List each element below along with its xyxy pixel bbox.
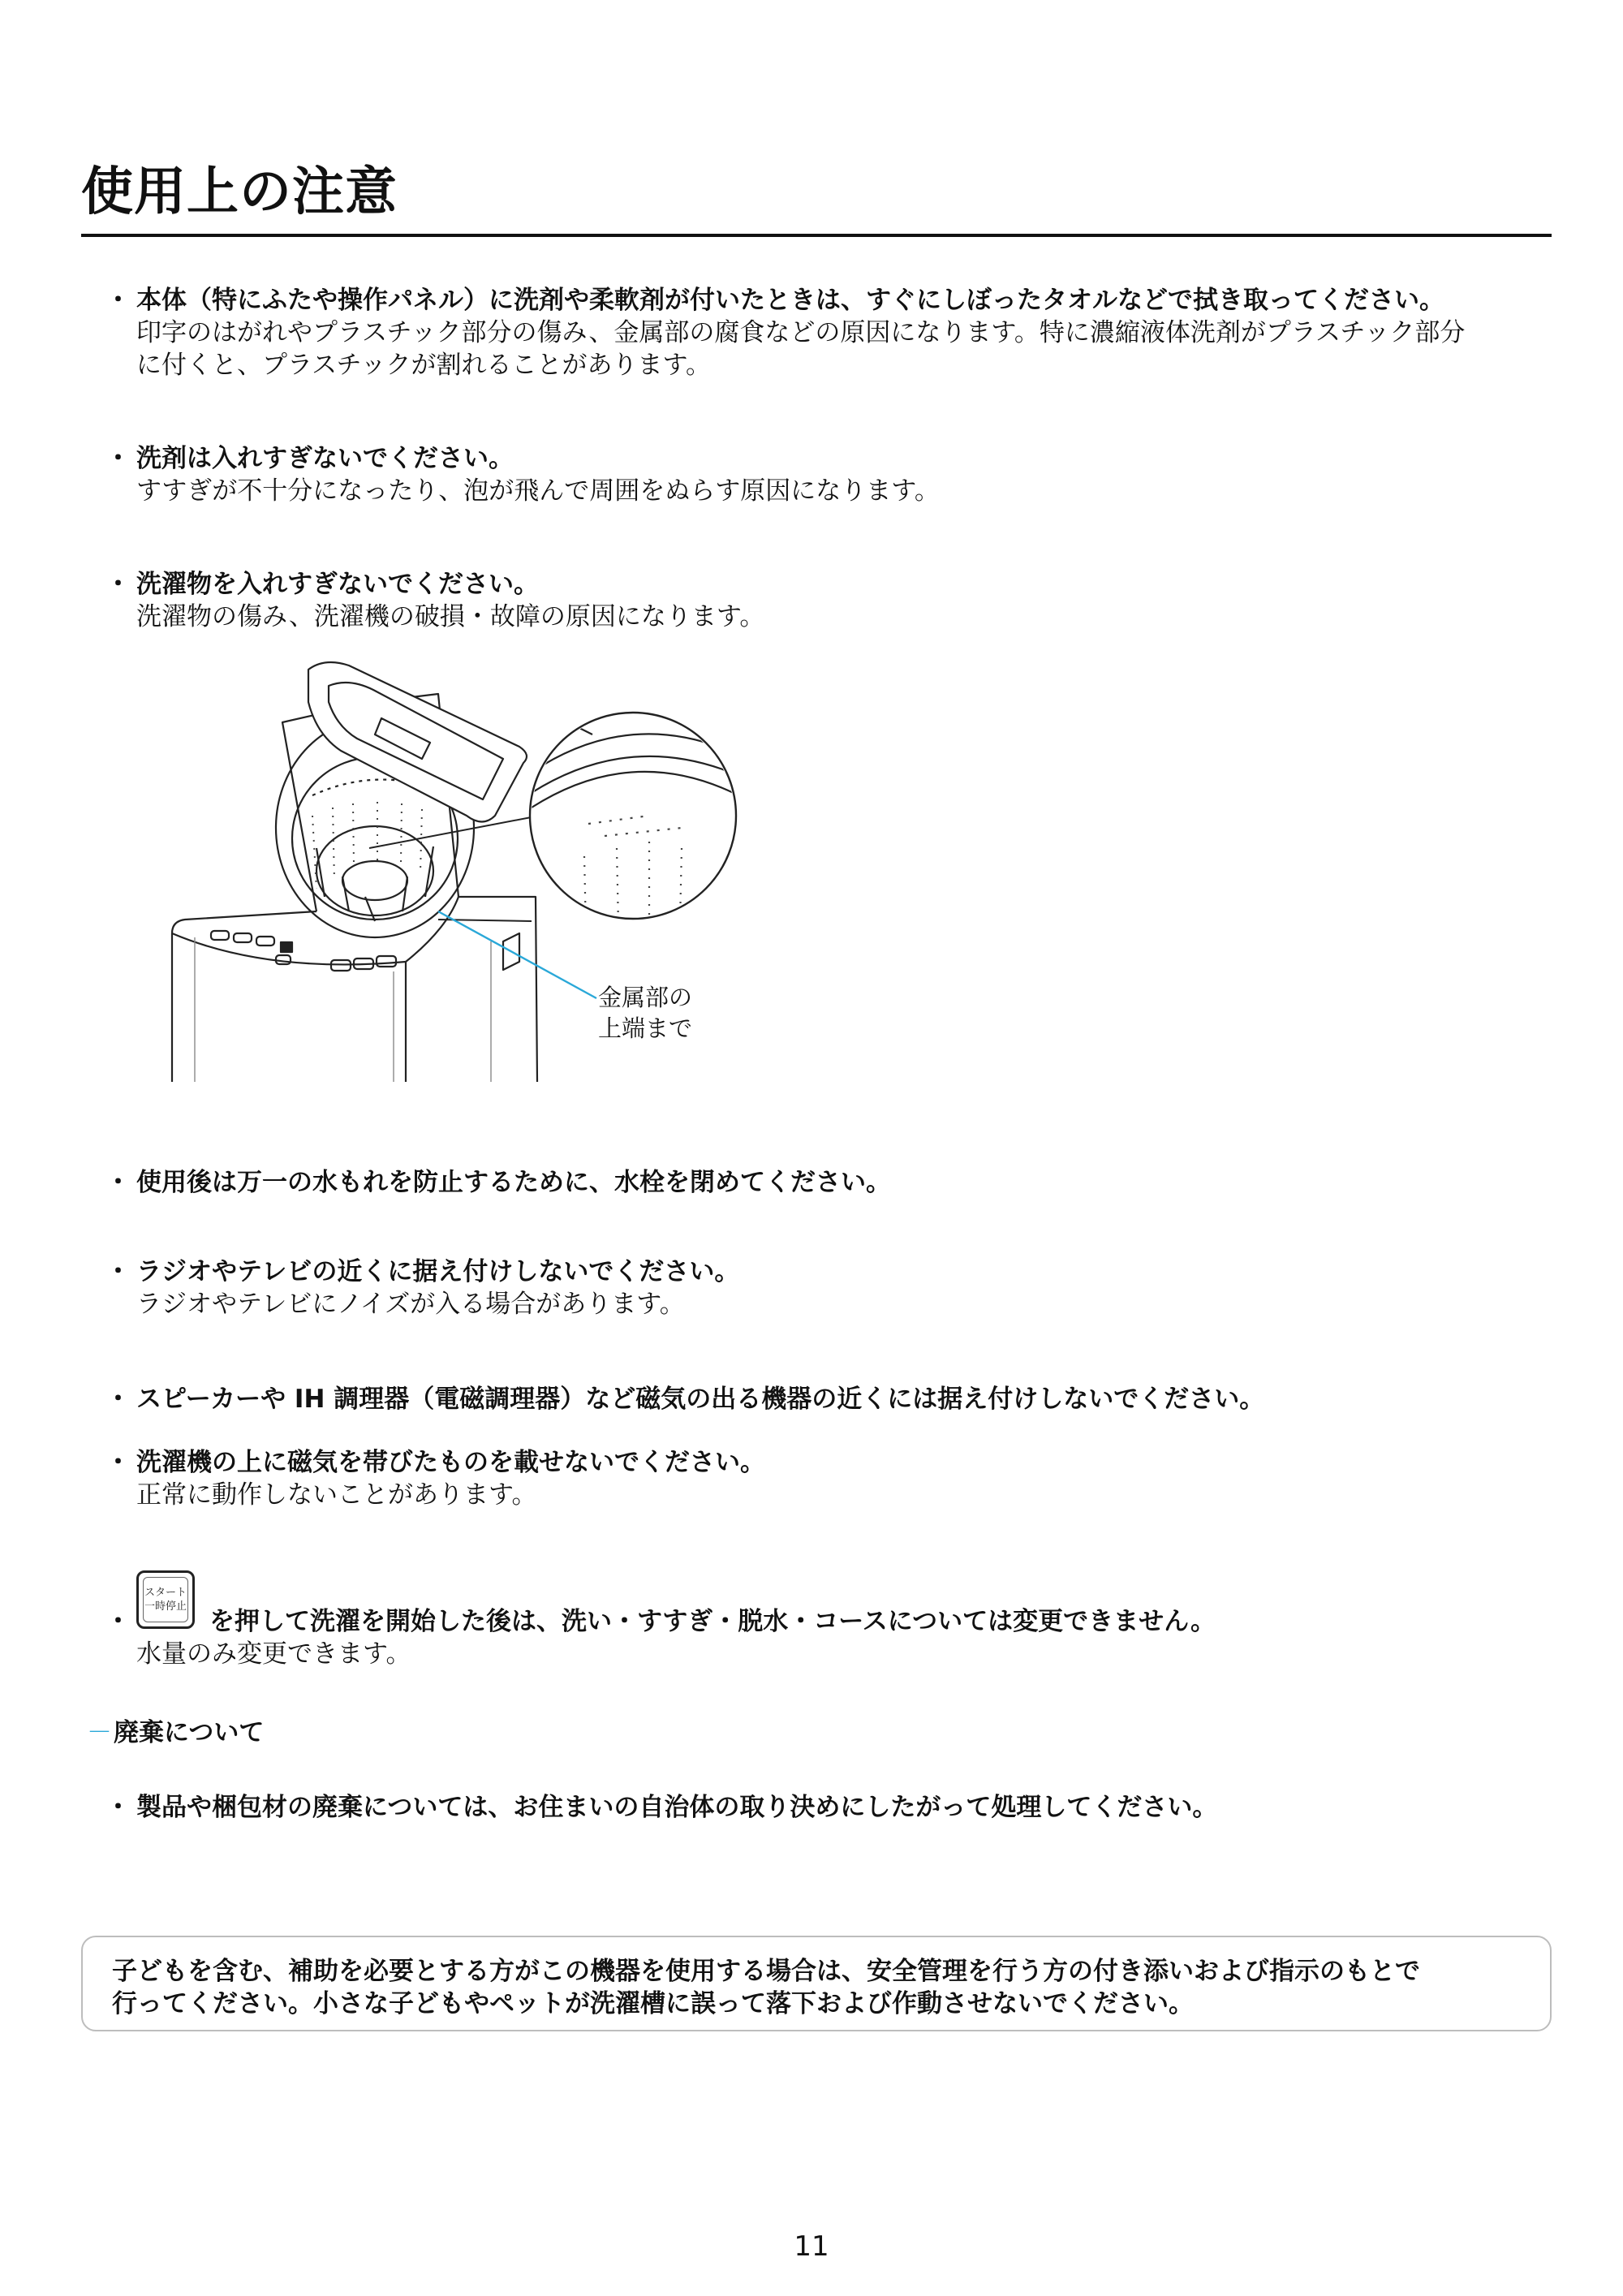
- bullet-body-line: ラジオやテレビにノイズが入る場合があります。: [136, 1290, 685, 1319]
- bullet-heading: 製品や梱包材の廃棄については、お住まいの自治体の取り決めにしたがって処理してください。: [136, 1793, 1218, 1822]
- bullet-body-line: 洗濯物の傷み、洗濯機の破損・故障の原因になります。: [136, 602, 765, 631]
- bullet-heading: 本体（特にふたや操作パネル）に洗剤や柔軟剤が付いたときは、すぐにしぼったタオルなどで拭き取ってください。: [136, 286, 1444, 315]
- section-marker: －: [87, 1718, 112, 1747]
- bullet-detergent-amount: [105, 442, 1534, 507]
- callout-line: 上端まで: [598, 1014, 693, 1042]
- bullet-close-faucet: [105, 1166, 1534, 1199]
- bullet-mark: ・: [105, 1793, 131, 1822]
- bullet-mark: ・: [105, 286, 131, 315]
- key-label-line: 一時停止: [144, 1600, 187, 1613]
- bullet-body-line: に付くと、プラスチックが割れることがあります。: [136, 351, 712, 380]
- page-title: 使用上の注意: [81, 162, 398, 222]
- bullet-heading: ラジオやテレビの近くに据え付けしないでください。: [136, 1257, 740, 1286]
- child-safety-notice: [81, 1936, 1552, 2031]
- bullet-body-line: 印字のはがれやプラスチック部分の傷み、金属部の腐食などの原因になります。特に濃縮液体洗剤がプラスチック部分: [136, 318, 1466, 347]
- disposal-heading: [87, 1717, 264, 1749]
- disposal-heading-text: 廃棄について: [114, 1718, 265, 1747]
- bullet-mark: ・: [105, 444, 131, 473]
- bullet-heading: 使用後は万一の水もれを防止するために、水栓を閉めてください。: [136, 1168, 891, 1197]
- bullet-heading: 洗濯機の上に磁気を帯びたものを載せないでください。: [136, 1448, 765, 1477]
- bullet-disposal: [105, 1791, 1534, 1824]
- key-label-line: スタート: [144, 1587, 187, 1599]
- notice-line: 子どもを含む、補助を必要とする方がこの機器を使用する場合は、安全管理を行う方の付き添いおよび指示のもとで: [112, 1957, 1420, 1986]
- bullet-mark: ・: [105, 1607, 131, 1636]
- bullet-mark: ・: [105, 1448, 131, 1477]
- bullet-magnetic-devices: [105, 1383, 1534, 1415]
- bullet-body-line: 水量のみ変更できます。: [136, 1639, 411, 1669]
- bullet-body-line: 正常に動作しないことがあります。: [136, 1480, 537, 1510]
- bullet-mark: ・: [105, 1168, 131, 1197]
- bullet-radio-tv: [105, 1256, 1534, 1320]
- callout-line: 金属部の: [598, 984, 693, 1011]
- bullet-mark: ・: [105, 570, 131, 599]
- illustration-callout: [598, 982, 692, 1044]
- bullet-magnetic-objects: [105, 1446, 1534, 1511]
- notice-line: 行ってください。小さな子どもやペットが洗濯槽に誤って落下および作動させないでください。: [112, 1989, 1194, 2018]
- bullet-body-line: すすぎが不十分になったり、泡が飛んで周囲をぬらす原因になります。: [136, 476, 940, 506]
- bullet-course-change: [105, 1605, 1534, 1670]
- bullet-mark: ・: [105, 1385, 131, 1414]
- bullet-heading: 洗濯物を入れすぎないでください。: [136, 570, 539, 599]
- bullet-mark: ・: [105, 1257, 131, 1286]
- bullet-detergent-on-body: [105, 284, 1534, 381]
- page-number: 11: [794, 2230, 829, 2263]
- bullet-heading: 洗剤は入れすぎないでください。: [136, 444, 514, 473]
- bullet-heading: スピーカーや IH 調理器（電磁調理器）など磁気の出る機器の近くには据え付けしないでください。: [136, 1385, 1265, 1414]
- bullet-heading: を押して洗濯を開始した後は、洗い・すすぎ・脱水・コースについては変更できません。: [209, 1607, 1216, 1636]
- title-divider: [81, 234, 1552, 237]
- bullet-laundry-amount: [105, 568, 1534, 633]
